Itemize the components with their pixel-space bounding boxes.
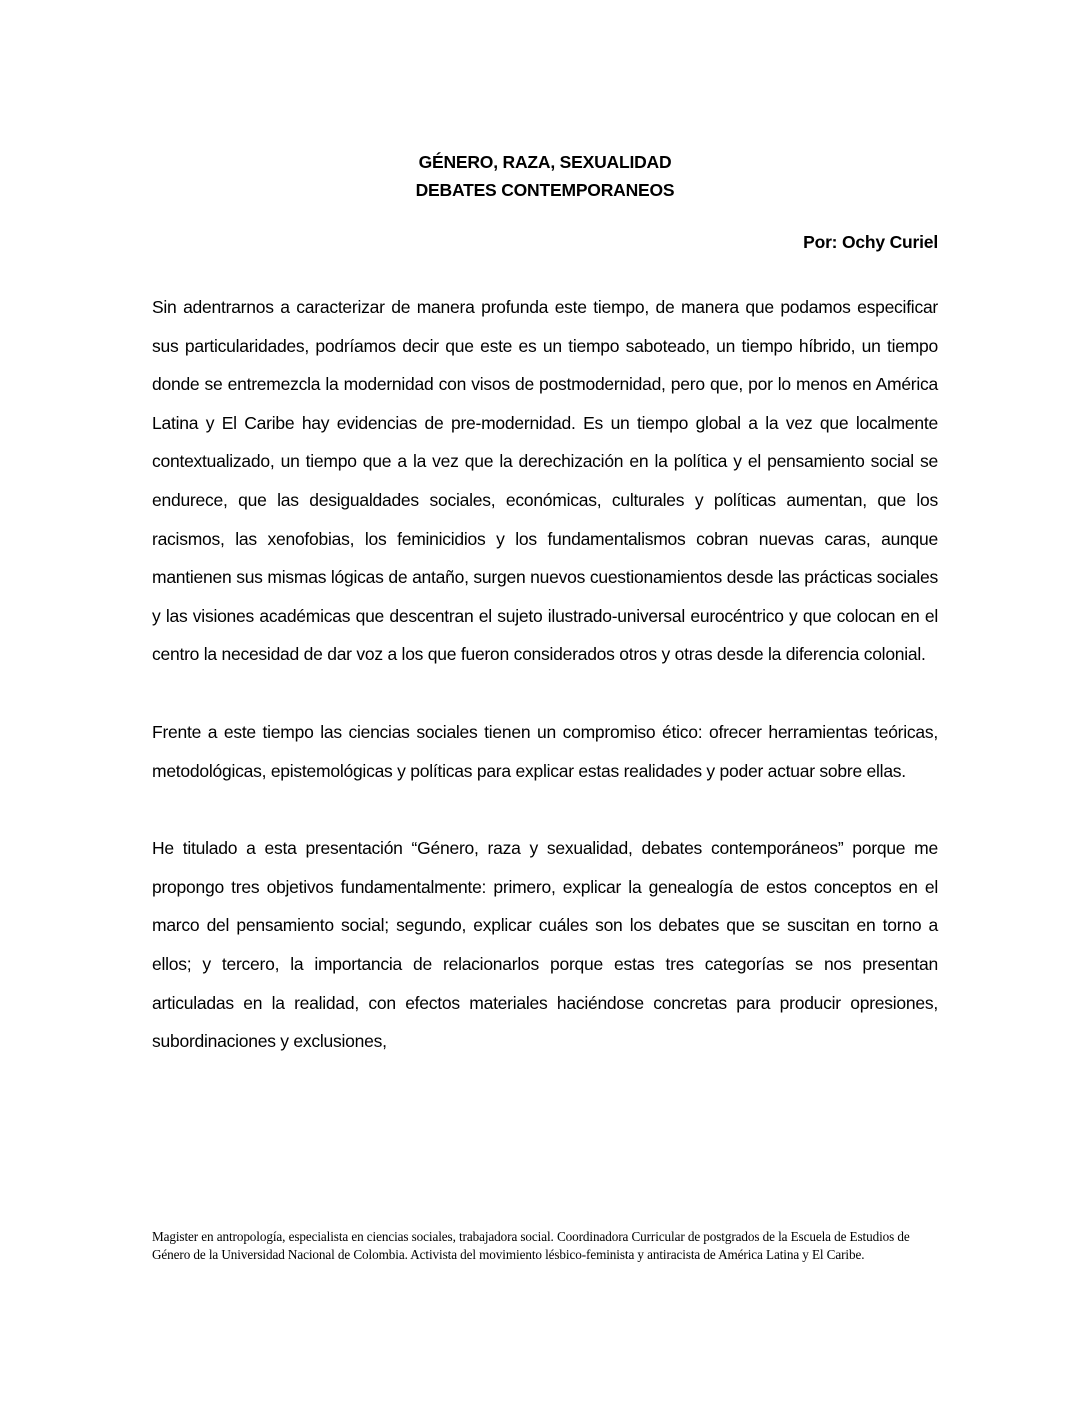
footnote: Magister en antropología, especialista en ciencias sociales, trabajadora social. Coordinadora Curricular de postgrados de la Escuela de Estudios de Género de la Universidad Nacional de Colombia. Activista del movimiento lésbico-feminista y antiracista de América Latina y El Caribe.: [152, 1229, 910, 1262]
title-line-2: DEBATES CONTEMPORANEOS: [415, 180, 675, 200]
paragraph-3: He titulado a esta presentación “Género, raza y sexualidad, debates contemporáneos” porque me propongo tres objetivos fundamentalmente: primero, explicar la genealogía de estos conceptos en el marco del pensamiento social; segundo, explicar cuáles son los debates que se suscitan en torno a ellos; y tercero, la importancia de relacionarlos porque estas tres categorías se nos presentan articuladas en la realidad, con efectos materiales haciéndose concretas para producir opresiones, subordinaciones y exclusiones,: [152, 838, 938, 1052]
title-line-1: GÉNERO, RAZA, SEXUALIDAD: [418, 152, 672, 172]
paragraph-2: Frente a este tiempo las ciencias sociales tienen un compromiso ético: ofrecer herramientas teóricas, metodológicas, epistemológicas y políticas para explicar estas realidades y poder actuar sobre ellas.: [152, 721, 938, 781]
document-title: [152, 148, 938, 204]
author-byline: Por: Ochy Curiel: [803, 232, 938, 252]
paragraph-1: Sin adentrarnos a caracterizar de manera profunda este tiempo, de manera que podamos especificar sus particularidades, podríamos decir que este es un tiempo saboteado, un tiempo híbrido, un tiempo donde se entremezcla la modernidad con visos de postmodernidad, pero que, por lo menos en América Latina y El Caribe hay evidencias de pre-modernidad. Es un tiempo global a la vez que localmente contextualizado, un tiempo que a la vez que la derechización en la política y el pensamiento social se endurece, que las desigualdades sociales, económicas, culturales y políticas aumentan, que los racismos, las xenofobias, los feminicidios y los fundamentalismos cobran nuevas caras, aunque mantienen sus mismas lógicas de antaño, surgen nuevos cuestionamientos desde las prácticas sociales y las visiones académicas que descentran el sujeto ilustrado-universal eurocéntrico y que colocan en el centro la necesidad de dar voz a los que fueron considerados otros y otras desde la diferencia colonial.: [152, 297, 938, 665]
document-body: [152, 288, 938, 1100]
